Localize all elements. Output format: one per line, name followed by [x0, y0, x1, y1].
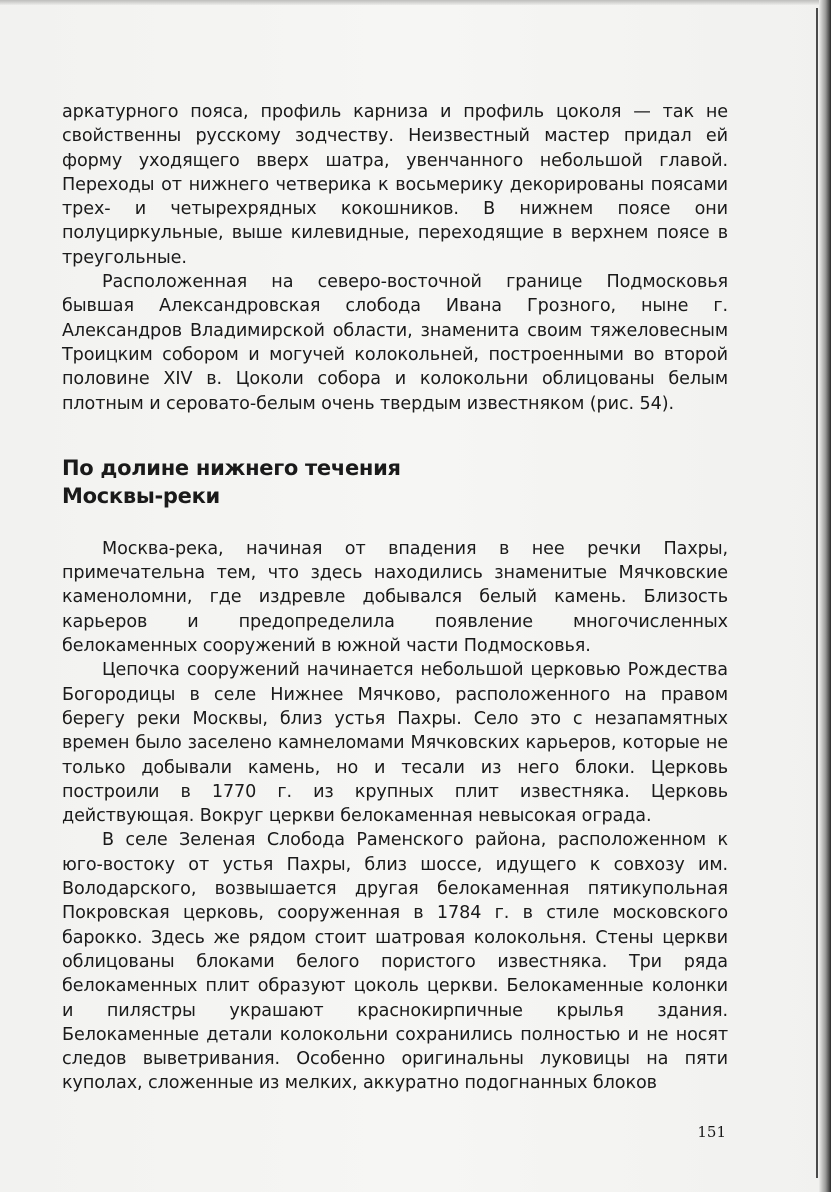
page-content [62, 100, 728, 1096]
section-heading-line-2: Москвы-реки [62, 483, 220, 508]
section-heading [62, 454, 728, 510]
section-heading-line-1: По долине нижнего течения [62, 455, 401, 480]
paragraph-zelenaya-sloboda: В селе Зеленая Слобода Раменского района, расположенном к юго-востоку от устья Пахры, близ шоссе, идущего к совхозу им. Володарского, возвышается другая белокаменная пятикупольная Покровская церковь, сооруженная в 1784 г. в стиле московского барокко. Здесь же рядом стоит шатровая колокольня. Стены церкви облицованы блоками белого пористого известняка. Три ряда белокаменных плит образуют цоколь церкви. Белокаменные колонки и пилястры украшают краснокирпичные крылья здания. Белокаменные детали колокольни сохранились полностью и не носят следов выветривания. Особенно оригинальны луковицы на пяти куполах, сложенные из мелких, аккуратно подогнанных блоков [62, 830, 728, 1094]
page-binding-shadow [819, 0, 831, 1192]
page-number: 151 [697, 1123, 726, 1141]
paragraph-moskva-reka: Москва-река, начиная от впадения в нее речки Пахры, примечательна тем, что здесь находились знаменитые Мячковские каменоломни, где издревле добывался белый камень. Близость карьеров и предопределила появление многочисленных белокаменных сооружений в южной части Подмосковья. [62, 538, 728, 657]
page-edge-line [816, 8, 818, 1178]
paragraph-continued: аркатурного пояса, профиль карниза и профиль цоколя — так не свойственны русскому зодчеству. Неизвестный мастер придал ей форму уходящего вверх шатра, увенчанного небольшой главой. Переходы от нижнего четверика к восьмерику декорированы поясами трех- и четырехрядных кокошников. В нижнем поясе они полуциркульные, выше килевидные, переходящие в верхнем поясе в треугольные. [62, 102, 728, 268]
page-top-shadow [0, 0, 831, 5]
paragraph-nizhnee-myachkovo: Цепочка сооружений начинается небольшой церковью Рождества Богородицы в селе Нижнее Мячково, расположенного на правом берегу реки Москвы, близ устья Пахры. Село это с незапамятных времен было заселено камнеломами Мячковских карьеров, которые не только добывали камень, но и тесали из него блоки. Церковь построили в 1770 г. из крупных плит известняка. Церковь действующая. Вокруг церкви белокаменная невысокая ограда. [62, 660, 728, 827]
paragraph-aleksandrov: Расположенная на северо-восточной границе Подмосковья бывшая Александровская слобода Ивана Грозного, ныне г. Александров Владимирской области, знаменита своим тяжеловесным Троицким собором и могучей колокольней, построенными во второй половине XIV в. Цоколи собора и колокольни облицованы белым плотным и серовато-белым очень твердым известняком (рис. 54). [62, 272, 728, 414]
